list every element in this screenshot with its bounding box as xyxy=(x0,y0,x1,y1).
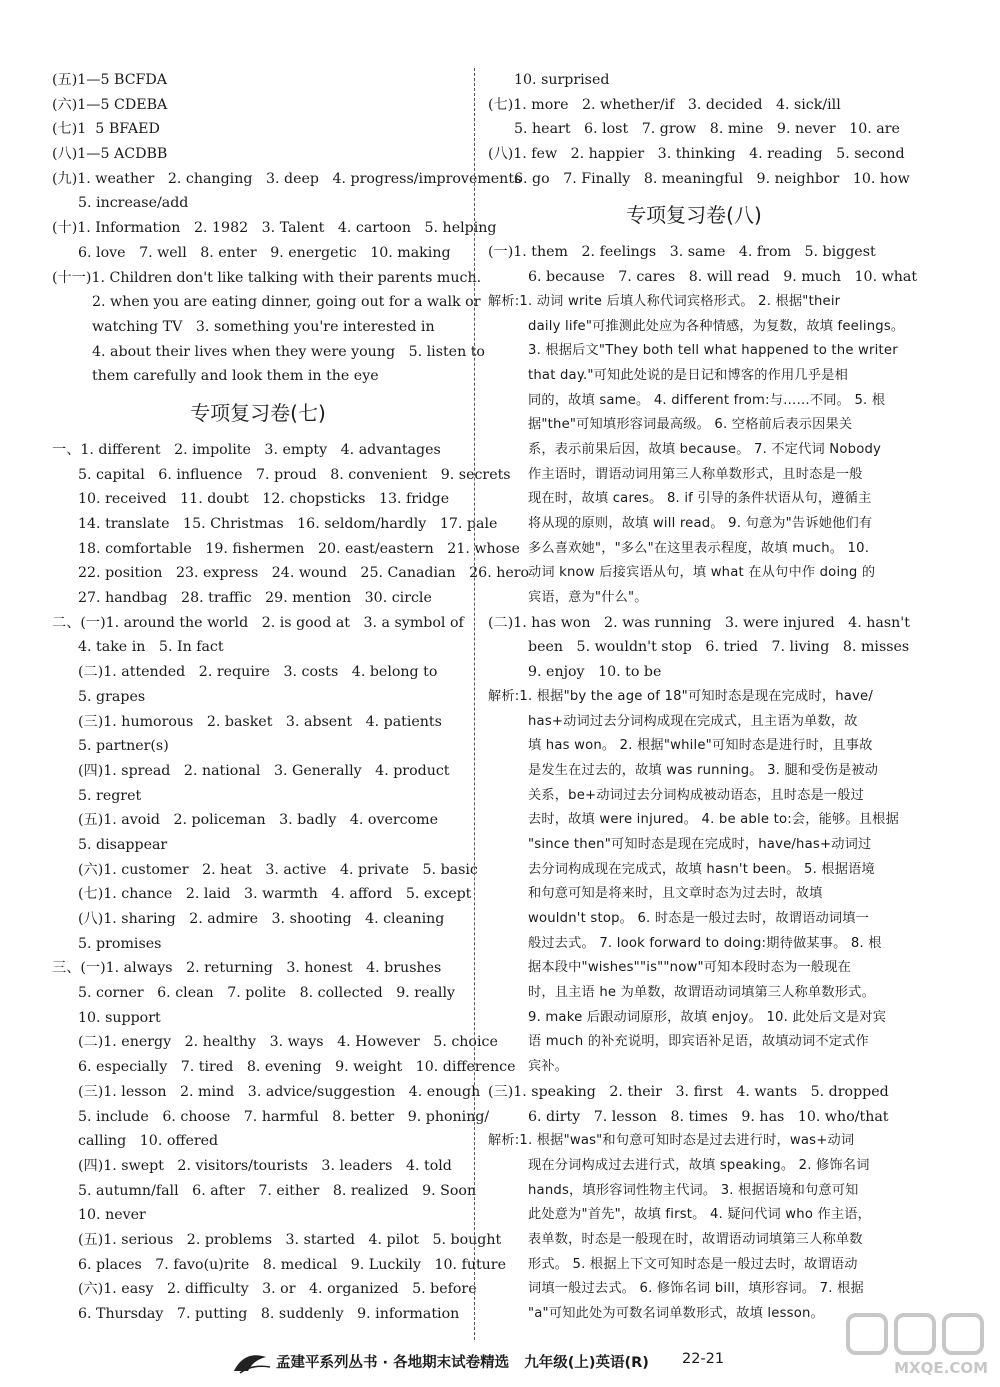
answer-line: (五)1. avoid 2. policeman 3. badly 4. overcome xyxy=(78,812,439,829)
answer-line: (八)1—5 ACDBB xyxy=(52,146,168,163)
section-heading: 专项复习卷(八) xyxy=(626,203,762,228)
explanation-line: hands，填形容词性物主代词。 3. 根据语境和句意可知 xyxy=(528,1182,859,1198)
explanation-line: 语 much 的补充说明，即宾语补足语，故填动词不定式作 xyxy=(528,1034,869,1050)
explanation-line: wouldn't stop。 6. 时态是一般过去时，故谓语动词填一 xyxy=(528,911,870,926)
answer-line: them carefully and look them in the eye xyxy=(92,368,379,385)
explanation-line: 此处意为"首先"，故填 first。 4. 疑问代词 who 作主语， xyxy=(528,1207,872,1223)
answer-line: 6. go 7. Finally 8. meaningful 9. neighbor 10. how xyxy=(514,170,910,187)
answer-line: 4. take in 5. In fact xyxy=(78,639,224,656)
watermark-url: MXQE.COM xyxy=(894,1359,988,1377)
answer-line: 22. position 23. express 24. wound 25. Canadian 26. hero xyxy=(78,565,530,582)
answer-line: (七)1. chance 2. laid 3. warmth 4. afford 5. except xyxy=(78,886,472,903)
answer-line: 6. because 7. cares 8. will read 9. much 10. what xyxy=(528,269,918,286)
answer-line: 5. increase/add xyxy=(78,195,189,212)
answer-line: 5. disappear xyxy=(78,836,168,853)
answer-line: 27. handbag 28. traffic 29. mention 30. circle xyxy=(78,590,432,607)
answer-line: (四)1. spread 2. national 3. Generally 4. product xyxy=(78,762,450,779)
answer-line: 5. promises xyxy=(78,935,162,952)
answer-line: watching TV 3. something you're interested in xyxy=(92,318,435,335)
explanation-line: 系，表示前果后因，故填 because。 7. 不定代词 Nobody xyxy=(528,441,882,457)
explanation-line: 宾语，意为"什么"。 xyxy=(528,590,648,606)
watermark-logo-icon xyxy=(842,1309,992,1359)
explanation-line: 9. make 后跟动词原形，故填 enjoy。 10. 此处后文是对宾 xyxy=(528,1009,887,1025)
explanation-line: "since then"可知时态是现在完成时，have/has+动词过 xyxy=(528,836,872,852)
left-column xyxy=(52,68,530,1327)
explanation-line: daily life"可推测此处应为各种情感，为复数，故填 feelings。 xyxy=(528,318,905,334)
watermark xyxy=(842,1309,992,1379)
answer-line: (八)1. sharing 2. admire 3. shooting 4. cleaning xyxy=(78,911,445,927)
explanation-line: 现在时，故填 cares。 8. if 引导的条件状语从句，遵循主 xyxy=(528,491,872,507)
explanation-line: 去分词构成现在完成式，故填 hasn't been。 5. 根据语境 xyxy=(528,861,875,877)
answer-line: 5. corner 6. clean 7. polite 8. collected 9. really xyxy=(78,985,456,1002)
explanation-line: 3. 根据后文"They both tell what happened to the writer xyxy=(528,343,898,359)
explanation-line: 填 has won。 2. 根据"while"可知时态是进行时，且事故 xyxy=(528,738,873,754)
answer-line: (六)1—5 CDEBA xyxy=(52,96,168,113)
answer-line: (二)1. energy 2. healthy 3. ways 4. However 5. choice xyxy=(78,1034,498,1051)
answer-line: 6. love 7. well 8. enter 9. energetic 10. making xyxy=(78,244,451,261)
answer-line: 18. comfortable 19. fishermen 20. east/eastern 21. whose xyxy=(78,540,520,557)
page-number: 22-21 xyxy=(682,1351,725,1367)
answer-line: 一、1. different 2. impolite 3. empty 4. advantages xyxy=(52,441,441,458)
answer-line: 5. grapes xyxy=(78,688,146,705)
answer-line: (三)1. humorous 2. basket 3. absent 4. patients xyxy=(78,713,442,730)
answer-line: calling 10. offered xyxy=(78,1133,219,1150)
answer-line: (八)1. few 2. happier 3. thinking 4. reading 5. second xyxy=(488,146,905,163)
publisher-logo-icon xyxy=(232,1349,272,1375)
answer-line: 10. support xyxy=(78,1009,161,1026)
explanation-line: 解析:1. 根据"by the age of 18"可知时态是现在完成时，have/ xyxy=(488,688,874,704)
explanation-line: 多么喜欢她"，"多么"在这里表示程度，故填 much。 10. xyxy=(528,540,870,556)
answer-line: (三)1. speaking 2. their 3. first 4. wants 5. dropped xyxy=(488,1083,889,1100)
answer-line: (三)1. lesson 2. mind 3. advice/suggestion 4. enough xyxy=(78,1083,481,1100)
answer-line: 14. translate 15. Christmas 16. seldom/hardly 17. pale xyxy=(78,516,498,532)
explanation-line: 作主语时，谓语动词用第三人称单数形式，且时态是一般 xyxy=(528,466,863,482)
explanation-line: 动词 know 后接宾语从句，填 what 在从句中作 doing 的 xyxy=(528,565,876,581)
answer-line: 6. Thursday 7. putting 8. suddenly 9. information xyxy=(78,1306,460,1322)
answer-line: (一)1. them 2. feelings 3. same 4. from 5. biggest xyxy=(488,244,876,261)
answer-line: (十一)1. Children don't like talking with their parents much. xyxy=(52,269,482,286)
explanation-line: 解析:1. 动词 write 后填人称代词宾格形式。 2. 根据"their xyxy=(488,293,841,309)
explanation-line: 据"the"可知填形容词最高级。 6. 空格前后表示因果关 xyxy=(528,417,853,433)
explanation-line: 同的，故填 same。 4. different from:与……不同。 5. 根 xyxy=(528,392,886,408)
answer-line: 5. capital 6. influence 7. proud 8. convenient 9. secrets xyxy=(78,466,511,483)
explanation-line: 据本段中"wishes""is""now"可知本段时态为一般现在 xyxy=(528,960,852,976)
explanation-line: 现在分词构成过去进行式，故填 speaking。 2. 修饰名词 xyxy=(528,1157,870,1173)
answer-line: 10. surprised xyxy=(514,72,610,88)
answer-line: 2. when you are eating dinner, going out for a walk or xyxy=(92,294,481,311)
footer-series-title: 孟建平系列丛书 · 各地期末试卷精选 九年级(上)英语(R) xyxy=(276,1355,649,1371)
answer-line: 5. regret xyxy=(78,787,142,804)
explanation-line: 形式。 5. 根据上下文可知时态是一般过去时，故谓语动 xyxy=(528,1256,858,1272)
explanation-line: 词填一般过去式。 6. 修饰名词 bill，填形容词。 7. 根据 xyxy=(528,1281,864,1297)
answer-line: (五)1—5 BCFDA xyxy=(52,72,168,88)
explanation-line: 宾补。 xyxy=(528,1059,569,1075)
answer-line: 5. autumn/fall 6. after 7. either 8. realized 9. Soon xyxy=(78,1182,477,1199)
column-divider xyxy=(474,68,475,1340)
explanation-line: that day."可知此处说的是日记和博客的作用几乎是相 xyxy=(528,367,848,383)
answer-line: (七)1 5 BFAED xyxy=(52,121,160,138)
answer-line: (九)1. weather 2. changing 3. deep 4. progress/improvements xyxy=(52,170,522,187)
answer-line: (六)1. customer 2. heat 3. active 4. private 5. basic xyxy=(78,861,478,878)
explanation-line: 表单数，时态是一般现在时，故谓语动词填第三人称单数 xyxy=(528,1231,863,1247)
explanation-line: "a"可知此处为可数名词单数形式，故填 lesson。 xyxy=(528,1306,824,1321)
answer-line: (四)1. swept 2. visitors/tourists 3. leaders 4. told xyxy=(78,1157,452,1174)
explanation-line: has+动词过去分词构成现在完成式，且主语为单数，故 xyxy=(528,713,858,729)
answer-line: 9. enjoy 10. to be xyxy=(528,664,662,681)
answer-line: 5. include 6. choose 7. harmful 8. better 9. phoning/ xyxy=(78,1108,490,1125)
section-heading: 专项复习卷(七) xyxy=(190,400,326,425)
answer-line: 5. heart 6. lost 7. grow 8. mine 9. never 10. are xyxy=(514,121,900,138)
answer-line: (十)1. Information 2. 1982 3. Talent 4. cartoon 5. helping xyxy=(52,220,497,237)
explanation-line: 时，且主语 he 为单数，故谓语动词填第三人称单数形式。 xyxy=(528,985,875,1001)
answer-line: 二、(一)1. around the world 2. is good at 3. a symbol of xyxy=(52,614,464,631)
answer-line: (六)1. easy 2. difficulty 3. or 4. organized 5. before xyxy=(78,1281,477,1298)
explanation-line: 和句意可知是将来时，且文章时态为过去时，故填 xyxy=(528,886,823,902)
answer-line: been 5. wouldn't stop 6. tried 7. living 8. misses xyxy=(528,639,910,656)
answer-line: (二)1. has won 2. was running 3. were injured 4. hasn't xyxy=(488,614,910,631)
answer-line: (七)1. more 2. whether/if 3. decided 4. sick/ill xyxy=(488,96,841,113)
explanation-line: 是发生在过去的，故填 was running。 3. 腿和受伤是被动 xyxy=(528,762,879,778)
right-column xyxy=(488,68,918,1327)
answer-line: 三、(一)1. always 2. returning 3. honest 4. brushes xyxy=(52,960,442,977)
answer-line: 10. never xyxy=(78,1207,146,1224)
explanation-line: 关系，be+动词过去分词构成被动语态，且时态是一般过 xyxy=(528,787,865,803)
answer-line: 6. places 7. favo(u)rite 8. medical 9. Luckily 10. future xyxy=(78,1256,506,1273)
explanation-line: 般过去式。 7. look forward to doing:期待做某事。 8. 根 xyxy=(528,935,882,951)
answer-line: 10. received 11. doubt 12. chopsticks 13. fridge xyxy=(78,491,450,508)
answer-line: (二)1. attended 2. require 3. costs 4. belong to xyxy=(78,664,438,681)
answer-line: 5. partner(s) xyxy=(78,738,169,755)
explanation-line: 将从现的原则，故填 will read。 9. 句意为"告诉她他们有 xyxy=(528,516,873,531)
answer-line: 4. about their lives when they were young 5. listen to xyxy=(92,343,485,360)
explanation-line: 去时，故填 were injured。 4. be able to:会，能够。且根据 xyxy=(528,812,899,828)
answer-line: 6. especially 7. tired 8. evening 9. weight 10. difference xyxy=(78,1059,516,1076)
explanation-line: 解析:1. 根据"was"和句意可知时态是过去进行时，was+动词 xyxy=(488,1133,855,1149)
answer-line: (五)1. serious 2. problems 3. started 4. pilot 5. bought xyxy=(78,1231,502,1248)
answer-line: 6. dirty 7. lesson 8. times 9. has 10. who/that xyxy=(528,1108,889,1125)
